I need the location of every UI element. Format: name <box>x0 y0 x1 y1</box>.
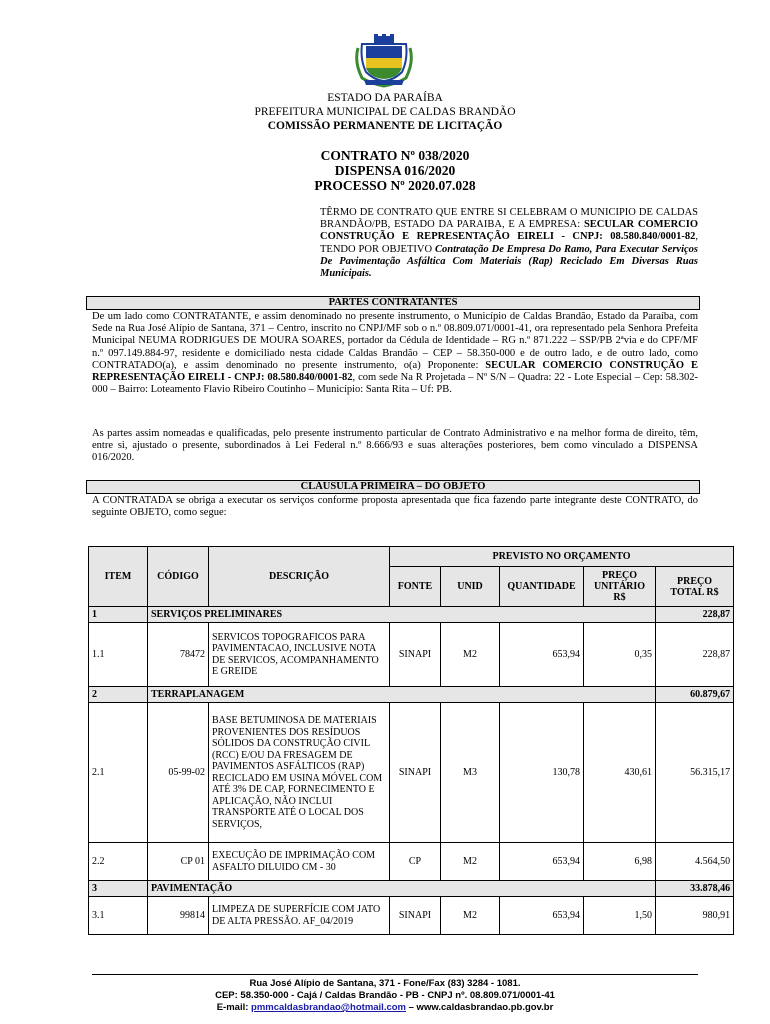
cell-quantity: 653,94 <box>500 623 584 687</box>
section-title: PAVIMENTAÇÃO <box>148 881 656 897</box>
cell-unit: M2 <box>441 897 500 935</box>
col-source-header: FONTE <box>390 567 441 607</box>
footer-website: – www.caldasbrandao.pb.gov.br <box>406 1002 554 1013</box>
cell-unit-price: 6,98 <box>584 843 656 881</box>
footer-email-label: E-mail: <box>216 1002 252 1013</box>
section-row <box>89 881 734 897</box>
table-row <box>89 897 734 935</box>
cell-code: CP 01 <box>148 843 209 881</box>
contract-term-summary <box>320 207 698 280</box>
dispensa-number: DISPENSA 016/2020 <box>334 163 456 178</box>
cell-source: SINAPI <box>390 623 441 687</box>
clause-one-heading: CLÁUSULA PRIMEIRA – DO OBJETO <box>86 480 700 494</box>
col-item-header: ITEM <box>89 547 148 607</box>
col-description-header: DESCRIÇÃO <box>209 547 390 607</box>
cell-unit-price: 430,61 <box>584 703 656 843</box>
cell-description: EXECUÇÃO DE IMPRIMAÇÃO COM ASFALTO DILUIDO CM - 30 <box>209 843 390 881</box>
parties-text-a: De um lado como CONTRATANTE, e assim denominado no presente instrumento, o Município de Caldas Brandão, Estado da Paraíba, com Sede na Rua José Alípio de Santana, 371 – Centro, inscrito no CNPJ/MF sob o n.º 08.809.071/0001-41, ora representado pela Senhora Prefeita Municipal NEUMA RODRIGUES DE MOURA SOARES, portador da Cédula de Identidade – RG n.º 871.222 – SSP/PB 2ªvia e do CPF/MF n.º 097.149.884-97, residente e domiciliado nesta cidade Caldas Brandão – CEP – 58.350-000 e de outro lado, e de outro lado, como CONTRATADO(a), e assim denominado no presente instrumento, o(a) Proponente: <box>92 311 698 371</box>
col-code-header: CÓDIGO <box>148 547 209 607</box>
cell-item: 1.1 <box>89 623 148 687</box>
process-number: PROCESSO Nº 2020.07.028 <box>314 178 476 193</box>
cell-source: SINAPI <box>390 703 441 843</box>
municipal-coat-of-arms-icon <box>352 34 416 88</box>
cell-total: 228,87 <box>656 623 734 687</box>
cell-unit-price: 0,35 <box>584 623 656 687</box>
section-number: 3 <box>89 881 148 897</box>
cell-item: 3.1 <box>89 897 148 935</box>
cell-item: 2.2 <box>89 843 148 881</box>
section-number: 2 <box>89 687 148 703</box>
parties-agreement-paragraph: As partes assim nomeadas e qualificadas, pelo presente instrumento particular de Contrato Administrativo e na melhor forma de direito, têm, entre si, ajustado o presente, subordinados à Lei Federal n.º 8.666/93 e suas alterações posteriores, bem como vinculado a DISPENSA 016/2020. <box>92 428 698 464</box>
section-row <box>89 687 734 703</box>
cell-unit: M2 <box>441 623 500 687</box>
footer-email-link[interactable]: pmmcaldasbrandao@hotmail.com <box>251 1002 406 1013</box>
footer-address: Rua José Alípio de Santana, 371 - Fone/Fax (83) 3284 - 1081. <box>249 978 521 989</box>
parties-company: SECULAR COMERCIO CONSTRUÇÃO E REPRESENTAÇÃO EIRELI - CNPJ: 08.580.840/0001-82 <box>92 359 698 384</box>
footer-cep-cnpj: CEP: 58.350-000 - Cajá / Caldas Brandão - PB - CNPJ nº. 08.809.071/0001-41 <box>215 990 555 1001</box>
table-row <box>89 623 734 687</box>
section-number: 1 <box>89 607 148 623</box>
footer-contacts <box>0 1002 770 1013</box>
table-row <box>89 703 734 843</box>
cell-unit: M2 <box>441 843 500 881</box>
col-unit-header: UNID <box>441 567 500 607</box>
cell-total: 4.564,50 <box>656 843 734 881</box>
cell-quantity: 653,94 <box>500 843 584 881</box>
section-row <box>89 607 734 623</box>
col-quantity-header: QUANTIDADE <box>500 567 584 607</box>
parties-text-b: , com sede Na R Projetada – Nº S/N – Quadra: 22 - Lote Especial – Cep: 58.302-000 – Bairro: Loteamento Flavio Ribeiro Coutinho – Município: Santa Rita – Uf: PB. <box>92 372 699 396</box>
term-objective-lead: , TENDO POR OBJETIVO <box>320 231 698 255</box>
section-total: 33.878,46 <box>656 881 734 897</box>
cell-code: 78472 <box>148 623 209 687</box>
cell-code: 99814 <box>148 897 209 935</box>
section-title: SERVIÇOS PRELIMINARES <box>148 607 656 623</box>
col-unit-price-header: PREÇO UNITÁRIO R$ <box>584 567 656 607</box>
parties-heading: PARTES CONTRATANTES <box>86 296 700 310</box>
cell-quantity: 130,78 <box>500 703 584 843</box>
clause-one-text: A CONTRATADA se obriga a executar os serviços conforme proposta apresentada que fica fazendo parte integrante deste CONTRATO, do seguinte OBJETO, como segue: <box>92 495 698 519</box>
cell-source: CP <box>390 843 441 881</box>
commission-name: COMISSÃO PERMANENTE DE LICITAÇÃO <box>267 120 503 132</box>
cell-item: 2.1 <box>89 703 148 843</box>
cell-description: SERVICOS TOPOGRAFICOS PARA PAVIMENTACAO, INCLUSIVE NOTA DE SERVICOS, ACOMPANHAMENTO E GREIDE <box>209 623 390 687</box>
cell-total: 56.315,17 <box>656 703 734 843</box>
term-intro: TÊRMO DE CONTRATO QUE ENTRE SI CELEBRAM O MUNICIPIO DE CALDAS BRANDÃO/PB, ESTADO DA PARAIBA, E A EMPRESA: <box>320 207 698 231</box>
cell-description: LIMPEZA DE SUPERFÍCIE COM JATO DE ALTA PRESSÃO. AF_04/2019 <box>209 897 390 935</box>
term-object: Contratação De Empresa Do Ramo, Para Executar Serviços De Pavimentação Asfáltica Com Materiais (Rap) Reciclado Em Diversas Ruas Municipais. <box>320 243 698 280</box>
budget-group-header: PREVISTO NO ORÇAMENTO <box>390 547 734 567</box>
section-total: 228,87 <box>656 607 734 623</box>
state-name: ESTADO DA PARAÍBA <box>327 92 443 104</box>
cell-description: BASE BETUMINOSA DE MATERIAIS PROVENIENTES DOS RESÍDUOS SÓLIDOS DA CONSTRUÇÃO CIVIL (RCC) E/OU DA FRESAGEM DE PAVIMENTOS ASFÁLTICOS (RAP) RECICLADO EM USINA MÓVEL COM ATÉ 3% DE CAP, FORNECIMENTO E APLICAÇÃO, NÃO INCLUI TRANSPORTE ATÉ O LOCAL DOS SERVIÇOS, <box>209 703 390 843</box>
contract-number: CONTRATO Nº 038/2020 <box>320 148 470 163</box>
cell-source: SINAPI <box>390 897 441 935</box>
parties-paragraph <box>92 311 698 396</box>
cell-unit: M3 <box>441 703 500 843</box>
footer-divider <box>92 974 698 975</box>
table-row <box>89 843 734 881</box>
prefecture-name: PREFEITURA MUNICIPAL DE CALDAS BRANDÃO <box>254 106 516 118</box>
cell-quantity: 653,94 <box>500 897 584 935</box>
budget-table <box>88 546 734 935</box>
cell-code: 05-99-02 <box>148 703 209 843</box>
cell-total: 980,91 <box>656 897 734 935</box>
term-company: SECULAR COMERCIO CONSTRUÇÃO E REPRESENTAÇÃO EIRELI - CNPJ: 08.580.840/0001-82 <box>320 219 699 243</box>
col-total-price-header: PREÇO TOTAL R$ <box>656 567 734 607</box>
cell-unit-price: 1,50 <box>584 897 656 935</box>
section-title: TERRAPLANAGEM <box>148 687 656 703</box>
section-total: 60.879,67 <box>656 687 734 703</box>
